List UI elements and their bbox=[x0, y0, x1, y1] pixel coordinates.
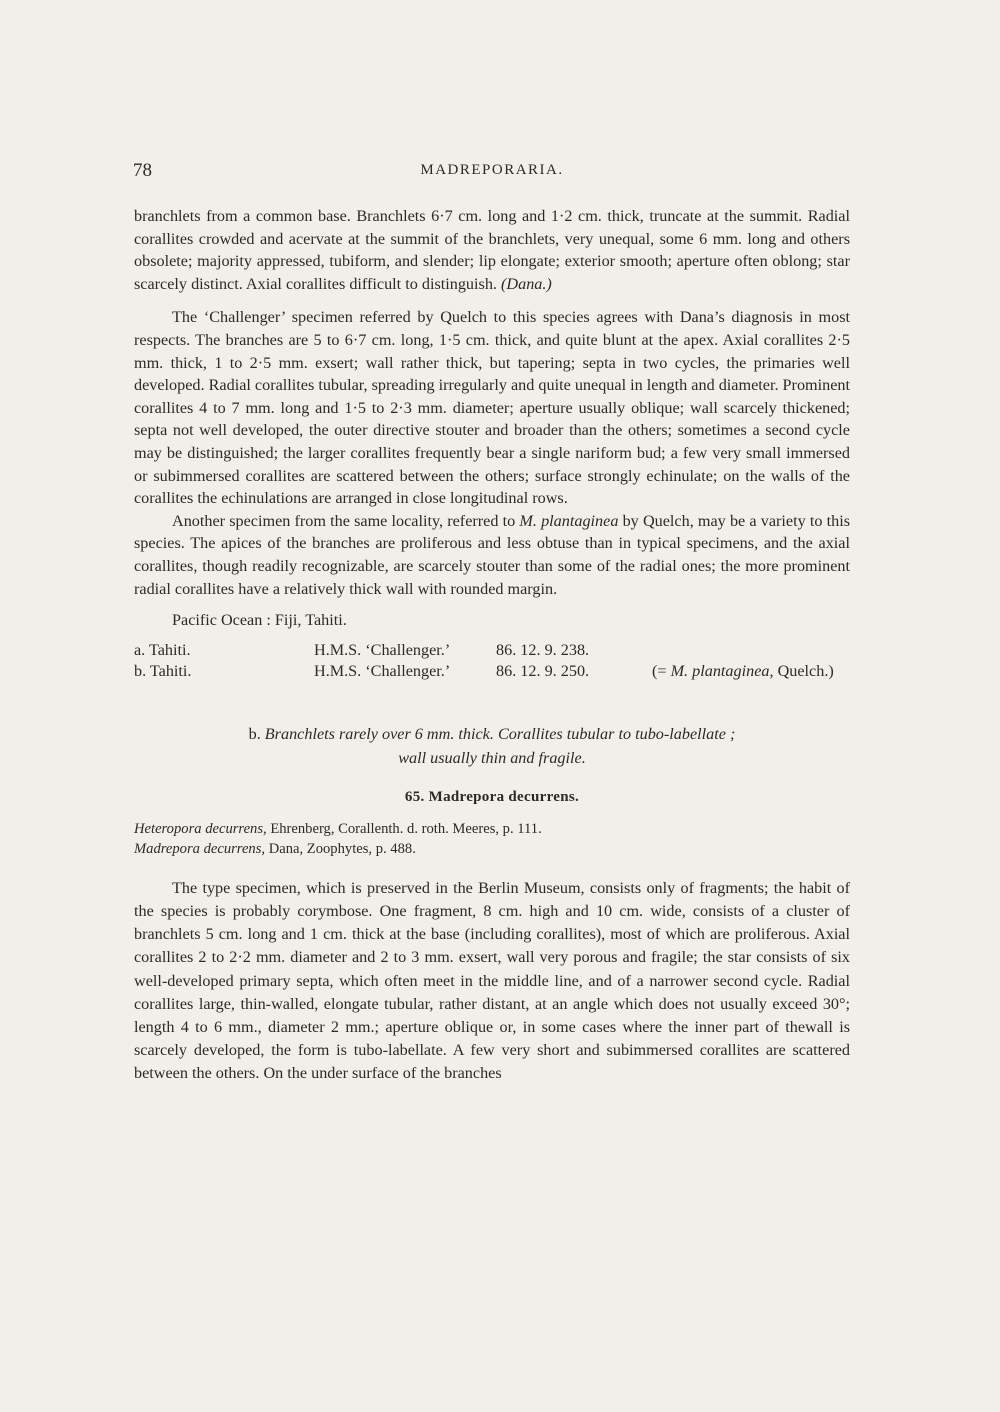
specimen-row bbox=[134, 640, 850, 661]
synonymy bbox=[134, 819, 850, 859]
page-number: 78 bbox=[133, 160, 152, 181]
paragraph-2: The ‘Challenger’ specimen referred by Quelch to this species agrees with Dana’s diagnosis in most respects. The branches are 5 to 6·7 cm. long, 1·5 cm. thick, and quite blunt at the apex. Axial corallites 2·5 mm. thick, 1 to 2·5 mm. exsert; wall rather thick, but tapering; septa in two cycles, the primaries well developed. Radial corallites tubular, spreading irregularly and quite unequal in length and diameter. Prominent corallites 4 to 7 mm. long and 1·5 to 2·3 mm. diameter; aperture usually oblique; wall scarcely thickened; septa not well developed, the outer directive stouter and broader than the others; sometimes a second cycle may be distinguished; the larger corallites frequently bear a single nariform bud; a few very small immersed or subimmersed corallites are scattered between the others; surface strongly echinulate; on the walls of the corallites the echinulations are arranged in close longitudinal rows. bbox=[134, 308, 850, 508]
specimen-note bbox=[652, 661, 834, 682]
species-name: M. plantaginea bbox=[519, 511, 619, 530]
page-body bbox=[134, 205, 850, 1086]
paragraph-4: The type specimen, which is preserved in the Berlin Museum, consists only of fragments; the habit of the species is probably corymbose. One fragment, 8 cm. high and 10 cm. wide, consists of a cluster of branchlets 5 cm. long and 1 cm. thick at the base (including corallites), most of which are proliferous. Axial corallites 2 to 2·2 mm. diameter and 2 to 3 mm. exsert, wall very porous and fragile; the star consists of six well-developed primary septa, which often meet in the middle line, and of a narrower second cycle. Radial corallites large, thin-walled, elongate tubular, rather distant, at an angle which does not usually exceed 30°; length 4 to 6 mm., diameter 2 mm.; aperture oblique or, in some cases where the inner part of thewall is scarcely developed, the form is tubo-labellate. A few very short and subimmersed corallites are scattered between the others. On the under surface of the branches bbox=[134, 878, 850, 1083]
specimen-ship: H.M.S. ‘Challenger.’ bbox=[314, 640, 451, 659]
note-suffix: Quelch.) bbox=[773, 661, 834, 680]
synonym-entry bbox=[134, 839, 850, 859]
paragraph-1-text: branchlets from a common base. Branchlets 6·7 cm. long and 1·2 cm. thick, truncate at the summit. Radial corallites crowded and acervate at the summit of the branchlets, very unequal, some 6 mm. long and others obsolete; majority appressed, tubiform, and slender; lip elongate; exterior smooth; aperture often oblong; star scarcely distinct. Axial corallites difficult to distinguish. bbox=[134, 207, 850, 293]
subsection-heading bbox=[134, 722, 850, 770]
synonym-reference: Ehrenberg, Corallenth. d. roth. Meeres, p. 111. bbox=[266, 820, 542, 837]
specimen-ship: H.M.S. ‘Challenger.’ bbox=[314, 661, 451, 680]
subsection-text-1: Branchlets rarely over 6 mm. thick. Corallites tubular to tubo-labellate ; bbox=[264, 724, 736, 743]
locality-line: Pacific Ocean : Fiji, Tahiti. bbox=[172, 611, 347, 630]
paragraph-1 bbox=[134, 205, 850, 295]
synonym-name: Madrepora decurrens, bbox=[134, 840, 266, 857]
specimen-row bbox=[134, 661, 850, 682]
subsection-text-2: wall usually thin and fragile. bbox=[398, 748, 586, 767]
specimen-label: a. Tahiti. bbox=[134, 640, 191, 659]
note-species: M. plantaginea, bbox=[670, 661, 774, 680]
specimen-register: 86. 12. 9. 238. bbox=[496, 640, 590, 659]
note-prefix: (= bbox=[652, 661, 671, 680]
synonym-entry bbox=[134, 819, 850, 839]
subsection-line-1 bbox=[134, 722, 850, 746]
specimen-label: b. Tahiti. bbox=[134, 661, 192, 680]
subsection-letter: b. bbox=[248, 724, 261, 743]
dana-citation: (Dana.) bbox=[501, 274, 552, 293]
paragraph-3-text: Another specimen from the same locality, referred to bbox=[172, 511, 520, 530]
subsection-line-2 bbox=[134, 746, 850, 770]
page-header bbox=[133, 160, 851, 184]
synonym-name: Heteropora decurrens, bbox=[134, 820, 267, 837]
specimen-list bbox=[134, 640, 850, 682]
synonym-reference: Dana, Zoophytes, p. 488. bbox=[265, 840, 416, 857]
paragraph-3 bbox=[134, 510, 850, 600]
species-title: 65. Madrepora decurrens. bbox=[404, 788, 580, 805]
paragraph-3-text-cont: by Quelch, may be a variety to this species. The apices of the branches are proliferous and less obtuse than in typical specimens, and the axial corallites, though readily recognizable, are scarcely stouter than some of the radial ones; the more prominent radial corallites have a relatively thick wall with rounded margin. bbox=[134, 511, 851, 598]
description-section bbox=[134, 877, 850, 1086]
running-title: MADREPORARIA. bbox=[420, 162, 564, 178]
specimen-register: 86. 12. 9. 250. bbox=[496, 661, 590, 680]
